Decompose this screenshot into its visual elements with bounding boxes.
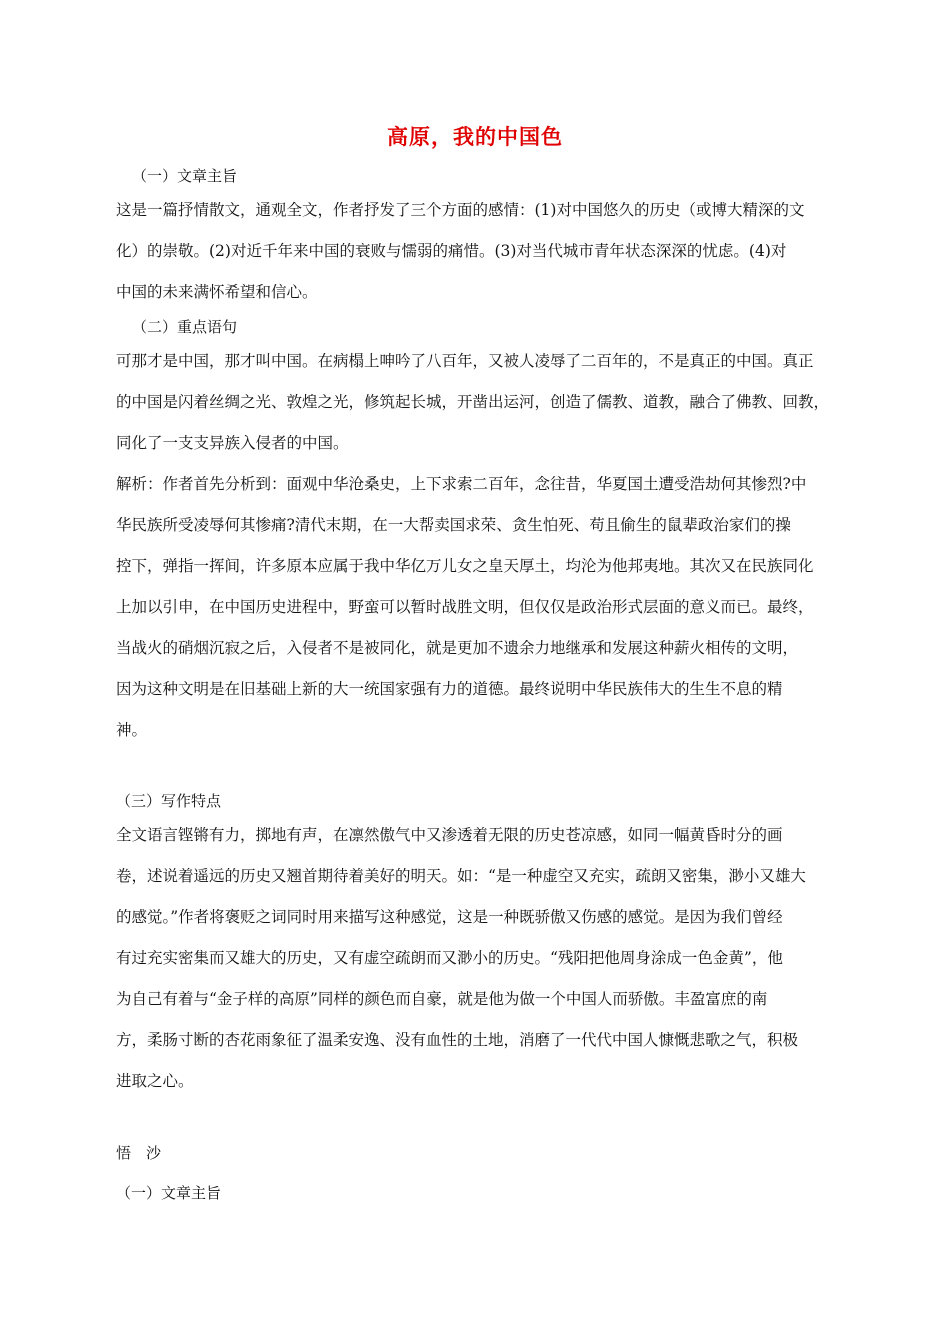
paragraph-line: 的中国是闪着丝绸之光、敦煌之光，修筑起长城，开凿出运河，创造了儒教、道教，融合了佛教、回教，: [116, 393, 830, 411]
paragraph-line: 可那才是中国，那才叫中国。在病榻上呻吟了八百年，又被人凌辱了二百年的，不是真正的中国。真正: [116, 352, 814, 370]
paragraph-line: 同化了一支支异族入侵者的中国。: [116, 434, 349, 452]
document-title: 高原，我的中国色: [387, 125, 563, 149]
analysis-paragraph: [116, 464, 838, 751]
paragraph-line: 方，柔肠寸断的杏花雨象征了温柔安逸、没有血性的土地，消磨了一代代中国人慷慨悲歌之气，积极: [116, 1031, 799, 1049]
section-heading-writing-features: （三）写作特点: [116, 792, 222, 810]
paragraph-line: 的感觉。”作者将褒贬之词同时用来描写这种感觉，这是一种既骄傲又伤感的感觉。是因为我们曾经: [116, 908, 783, 926]
section-heading-key-sentences: （二）重点语句: [132, 318, 238, 336]
paragraph-line: 神。: [116, 721, 148, 739]
next-section-heading: （一）文章主旨: [116, 1184, 222, 1202]
writing-features-paragraph: [116, 815, 838, 1102]
next-article-title: 悟 沙: [116, 1144, 162, 1162]
paragraph-line: 上加以引申，在中国历史进程中，野蛮可以暂时战胜文明，但仅仅是政治形式层面的意义而已。最终，: [116, 598, 814, 616]
paragraph-line: 控下，弹指一挥间，许多原本应属于我中华亿万儿女之皇天厚土，均沦为他邦夷地。其次又在民族同化: [116, 557, 814, 575]
paragraph-line: 化）的崇敬。(2)对近千年来中国的衰败与懦弱的痛惜。(3)对当代城市青年状态深深的忧虑。(4)对: [116, 242, 787, 260]
paragraph-line: 进取之心。: [116, 1072, 194, 1090]
section-heading-theme: （一）文章主旨: [132, 167, 238, 185]
paragraph-line: 卷，述说着遥远的历史又翘首期待着美好的明天。如：“是一种虚空又充实，疏朗又密集，渺小又雄大: [116, 867, 806, 885]
paragraph-line: 有过充实密集而又雄大的历史，又有虚空疏朗而又渺小的历史。“残阳把他周身涂成一色金黄”，他: [116, 949, 783, 967]
paragraph-line: 这是一篇抒情散文，通观全文，作者抒发了三个方面的感情：(1)对中国悠久的历史（或博大精深的文: [116, 201, 805, 219]
key-sentence-paragraph: [116, 341, 838, 464]
paragraph-line: 因为这种文明是在旧基础上新的大一统国家强有力的道德。最终说明中华民族伟大的生生不息的精: [116, 680, 783, 698]
paragraph-line: 中国的未来满怀希望和信心。: [116, 283, 318, 301]
paragraph-line: 华民族所受凌辱何其惨痛?清代末期，在一大帮卖国求荣、贪生怕死、苟且偷生的鼠辈政治家们的操: [116, 516, 791, 534]
theme-paragraph: [116, 190, 838, 313]
paragraph-line: 当战火的硝烟沉寂之后，入侵者不是被同化，就是更加不遗余力地继承和发展这种薪火相传的文明，: [116, 639, 799, 657]
paragraph-line: 全文语言铿锵有力，掷地有声，在凛然傲气中又渗透着无限的历史苍凉感，如同一幅黄昏时分的画: [116, 826, 783, 844]
paragraph-line: 解析：作者首先分析到：面观中华沧桑史，上下求索二百年，念往昔，华夏国土遭受浩劫何其惨烈?中: [116, 475, 807, 493]
paragraph-line: 为自己有着与“金子样的高原”同样的颜色而自豪，就是他为做一个中国人而骄傲。丰盈富庶的南: [116, 990, 768, 1008]
